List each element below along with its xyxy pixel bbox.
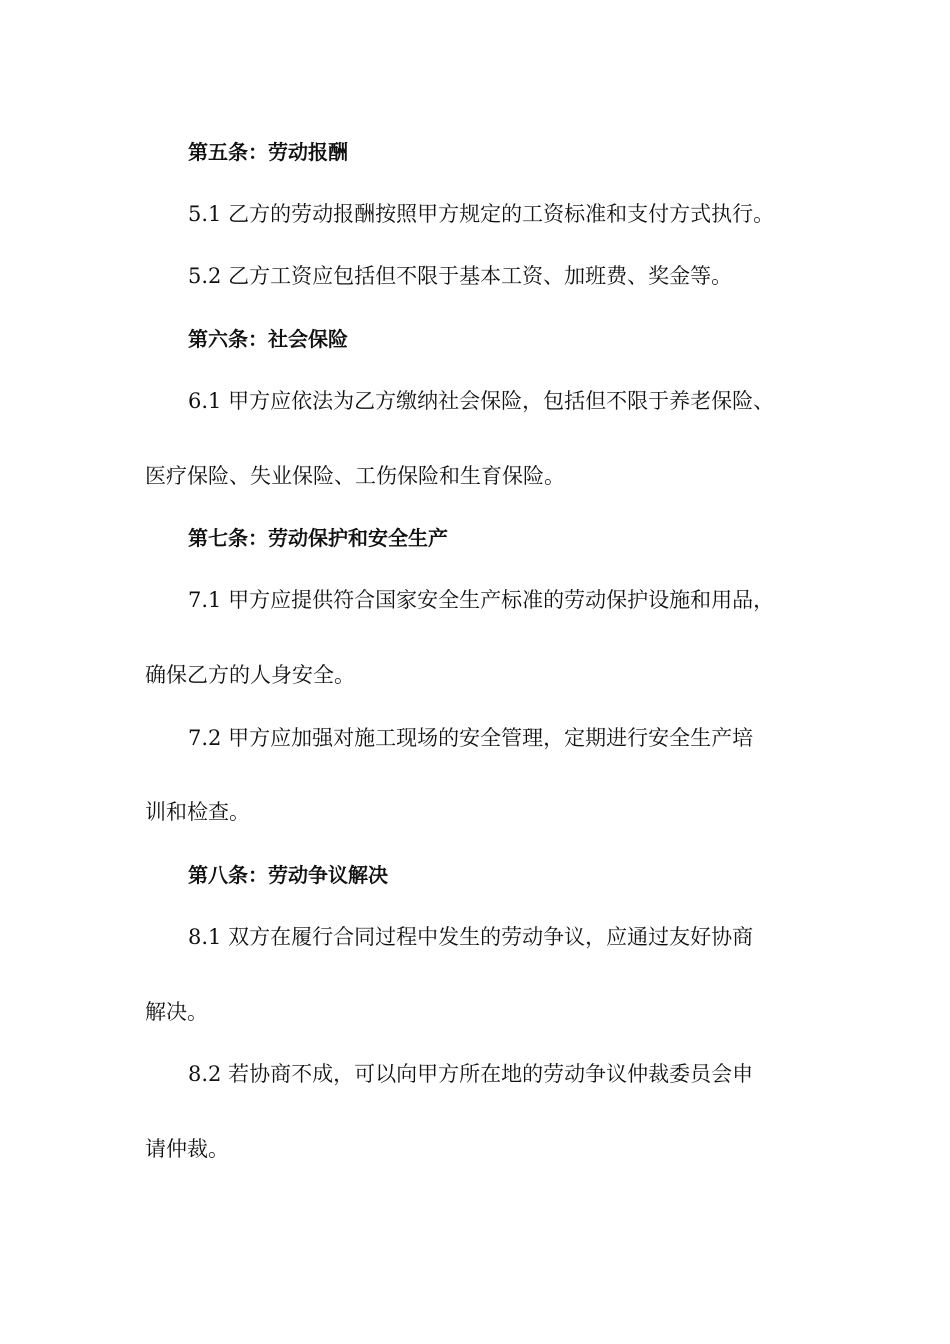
clause-8-2-line-2: 请仲裁。 <box>145 1137 229 1161</box>
clause-5-2: 5.2 乙方工资应包括但不限于基本工资、加班费、奖金等。 <box>188 264 733 288</box>
clause-7-1-line-2: 确保乙方的人身安全。 <box>145 663 355 687</box>
section-heading-7: 第七条：劳动保护和安全生产 <box>188 526 448 550</box>
section-heading-5: 第五条：劳动报酬 <box>188 140 348 164</box>
clause-8-1-line-1: 8.1 双方在履行合同过程中发生的劳动争议，应通过友好协商 <box>188 925 754 949</box>
section-heading-8: 第八条：劳动争议解决 <box>188 863 388 887</box>
clause-8-2-line-1: 8.2 若协商不成，可以向甲方所在地的劳动争议仲裁委员会申 <box>188 1062 754 1086</box>
clause-6-1-line-1: 6.1 甲方应依法为乙方缴纳社会保险，包括但不限于养老保险、 <box>188 389 775 413</box>
clause-8-1-line-2: 解决。 <box>145 1000 208 1024</box>
clause-7-2-line-1: 7.2 甲方应加强对施工现场的安全管理，定期进行安全生产培 <box>188 726 754 750</box>
clause-7-2-line-2: 训和检查。 <box>145 800 250 824</box>
clause-7-1-line-1: 7.1 甲方应提供符合国家安全生产标准的劳动保护设施和用品， <box>188 588 775 612</box>
section-heading-6: 第六条：社会保险 <box>188 327 348 351</box>
clause-5-1: 5.1 乙方的劳动报酬按照甲方规定的工资标准和支付方式执行。 <box>188 202 775 226</box>
clause-6-1-line-2: 医疗保险、失业保险、工伤保险和生育保险。 <box>145 464 565 488</box>
